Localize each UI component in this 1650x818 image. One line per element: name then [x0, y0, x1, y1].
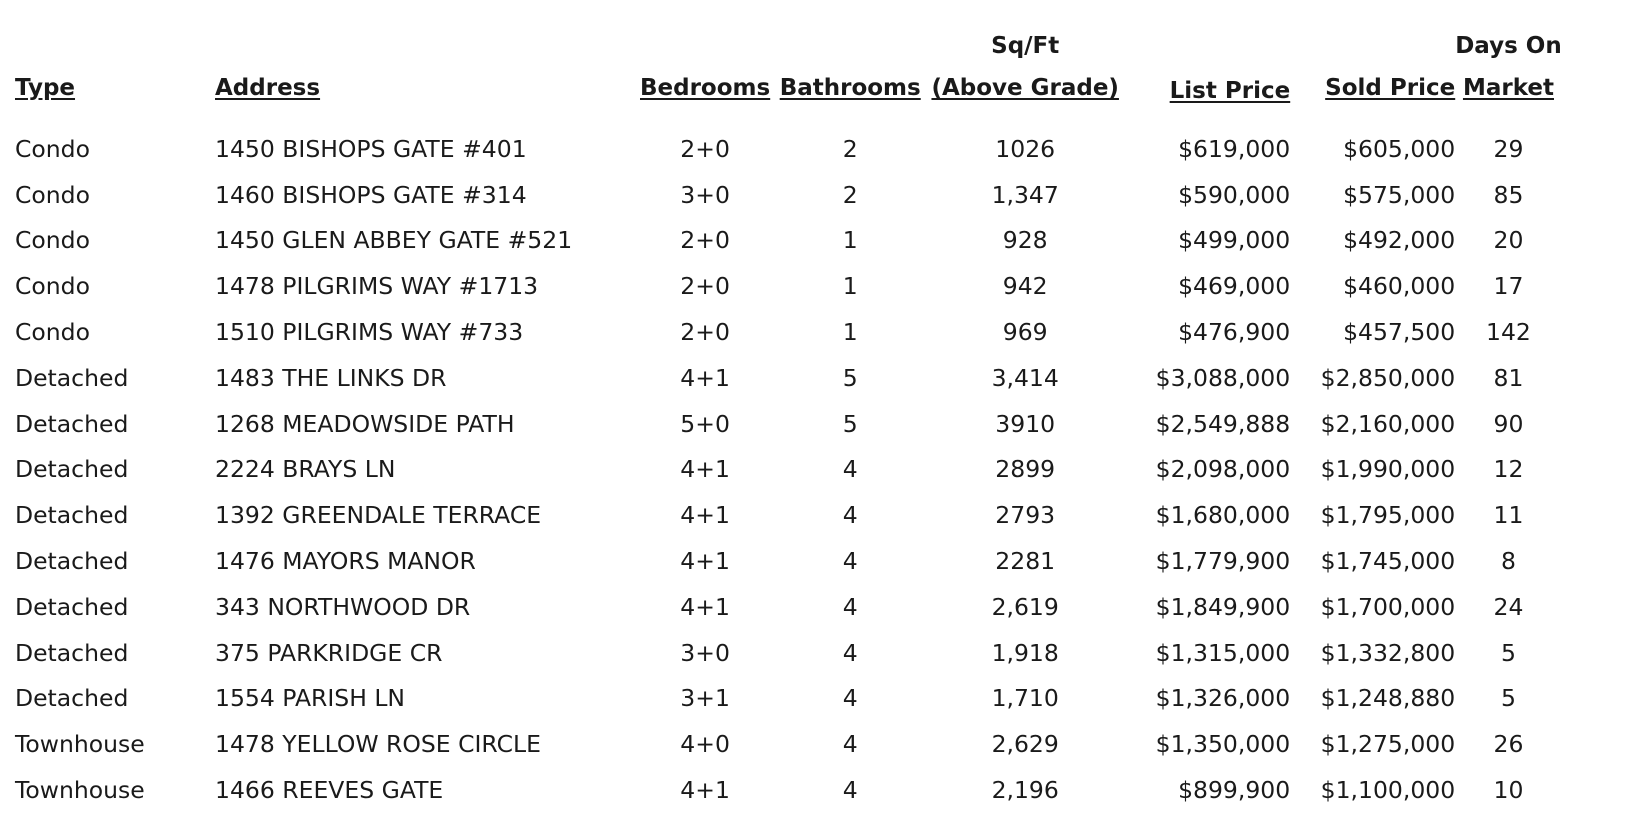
cell-days-on-market: 11 — [1493, 501, 1524, 530]
table-row — [15, 584, 1562, 630]
table-row — [15, 218, 1562, 264]
cell-address: 2224 BRAYS LN — [215, 455, 396, 484]
cell-bedrooms: 4+1 — [680, 547, 730, 576]
cell-address: 1392 GREENDALE TERRACE — [215, 501, 542, 530]
cell-sold-price: $575,000 — [1343, 180, 1456, 209]
cell-list-price: $1,326,000 — [1155, 684, 1291, 713]
table-body — [15, 126, 1562, 813]
cell-sqft: 2,196 — [991, 776, 1059, 805]
cell-list-price: $469,000 — [1178, 272, 1291, 301]
cell-list-price: $1,680,000 — [1155, 501, 1291, 530]
header-days-on-market — [1455, 20, 1562, 126]
cell-days-on-market: 5 — [1500, 684, 1516, 713]
cell-bedrooms: 3+0 — [680, 638, 730, 667]
header-bathrooms — [770, 20, 930, 126]
table-row — [15, 447, 1562, 493]
cell-sold-price: $1,332,800 — [1320, 638, 1456, 667]
cell-type: Detached — [15, 501, 129, 530]
cell-days-on-market: 20 — [1493, 226, 1524, 255]
cell-address: 1510 PILGRIMS WAY #733 — [215, 318, 524, 347]
cell-list-price: $3,088,000 — [1155, 363, 1291, 392]
cell-list-price: $899,900 — [1178, 776, 1291, 805]
header-bathrooms-label: Bathrooms — [779, 75, 921, 101]
cell-list-price: $2,549,888 — [1155, 409, 1291, 438]
cell-bathrooms: 4 — [842, 684, 858, 713]
cell-type: Condo — [15, 134, 90, 163]
cell-type: Townhouse — [15, 730, 145, 759]
cell-bedrooms: 4+1 — [680, 592, 730, 621]
cell-sqft: 3,414 — [991, 363, 1059, 392]
cell-bathrooms: 1 — [842, 226, 858, 255]
cell-list-price: $499,000 — [1178, 226, 1291, 255]
cell-type: Detached — [15, 409, 129, 438]
cell-bedrooms: 2+0 — [680, 226, 730, 255]
cell-sqft: 1,347 — [991, 180, 1059, 209]
cell-address: 1483 THE LINKS DR — [215, 363, 447, 392]
cell-days-on-market: 12 — [1493, 455, 1524, 484]
cell-days-on-market: 85 — [1493, 180, 1524, 209]
cell-sold-price: $1,700,000 — [1320, 592, 1456, 621]
header-dom-bottom: Market — [1462, 75, 1554, 101]
cell-bedrooms: 3+1 — [680, 684, 730, 713]
header-bedrooms-label: Bedrooms — [640, 75, 771, 101]
cell-bedrooms: 2+0 — [680, 318, 730, 347]
cell-type: Condo — [15, 226, 90, 255]
cell-address: 1466 REEVES GATE — [215, 776, 444, 805]
cell-days-on-market: 81 — [1493, 363, 1524, 392]
cell-list-price: $2,098,000 — [1155, 455, 1291, 484]
cell-days-on-market: 142 — [1486, 318, 1531, 347]
cell-address: 343 NORTHWOOD DR — [215, 592, 471, 621]
cell-days-on-market: 8 — [1500, 547, 1516, 576]
cell-days-on-market: 26 — [1493, 730, 1524, 759]
cell-sqft: 3910 — [995, 409, 1056, 438]
cell-sold-price: $1,795,000 — [1320, 501, 1456, 530]
cell-type: Detached — [15, 363, 129, 392]
cell-bathrooms: 1 — [842, 318, 858, 347]
cell-bedrooms: 2+0 — [680, 272, 730, 301]
header-sold-price-label: Sold Price — [1325, 75, 1456, 101]
table-row — [15, 676, 1562, 722]
cell-sold-price: $1,248,880 — [1320, 684, 1456, 713]
cell-sqft: 2281 — [995, 547, 1056, 576]
cell-bathrooms: 4 — [842, 776, 858, 805]
table-row — [15, 538, 1562, 584]
cell-days-on-market: 24 — [1493, 592, 1524, 621]
cell-sold-price: $1,275,000 — [1320, 730, 1456, 759]
cell-sold-price: $457,500 — [1343, 318, 1456, 347]
cell-bathrooms: 4 — [842, 501, 858, 530]
cell-days-on-market: 5 — [1500, 638, 1516, 667]
cell-bathrooms: 5 — [842, 363, 858, 392]
cell-bathrooms: 4 — [842, 547, 858, 576]
cell-type: Townhouse — [15, 776, 145, 805]
cell-sold-price: $1,745,000 — [1320, 547, 1456, 576]
cell-list-price: $476,900 — [1178, 318, 1291, 347]
table-row — [15, 767, 1562, 813]
table-row — [15, 401, 1562, 447]
table-row — [15, 263, 1562, 309]
cell-bedrooms: 3+0 — [680, 180, 730, 209]
cell-address: 1476 MAYORS MANOR — [215, 547, 476, 576]
table-row — [15, 172, 1562, 218]
cell-bedrooms: 2+0 — [680, 134, 730, 163]
cell-bedrooms: 4+1 — [680, 501, 730, 530]
cell-bathrooms: 2 — [842, 180, 858, 209]
cell-bedrooms: 4+0 — [680, 730, 730, 759]
cell-type: Condo — [15, 318, 90, 347]
cell-address: 1460 BISHOPS GATE #314 — [215, 180, 527, 209]
header-list-price-label: List Price — [1169, 78, 1291, 104]
cell-address: 1268 MEADOWSIDE PATH — [215, 409, 515, 438]
cell-bathrooms: 2 — [842, 134, 858, 163]
cell-list-price: $590,000 — [1178, 180, 1291, 209]
cell-days-on-market: 10 — [1493, 776, 1524, 805]
table-row — [15, 721, 1562, 767]
cell-sqft: 2,619 — [991, 592, 1059, 621]
header-sqft — [930, 20, 1120, 126]
cell-address: 1450 BISHOPS GATE #401 — [215, 134, 527, 163]
header-address — [215, 20, 640, 126]
header-bedrooms — [640, 20, 770, 126]
header-sold-price — [1290, 20, 1455, 126]
header-type-label: Type — [15, 75, 76, 101]
cell-days-on-market: 17 — [1493, 272, 1524, 301]
cell-sold-price: $605,000 — [1343, 134, 1456, 163]
cell-list-price: $1,779,900 — [1155, 547, 1291, 576]
cell-sold-price: $2,160,000 — [1320, 409, 1456, 438]
cell-type: Detached — [15, 638, 129, 667]
header-dom-top: Days On — [1455, 33, 1562, 59]
table-header — [15, 20, 1562, 126]
cell-sqft: 1026 — [995, 134, 1056, 163]
cell-bedrooms: 5+0 — [680, 409, 730, 438]
header-sqft-bottom: (Above Grade) — [931, 75, 1119, 101]
cell-type: Detached — [15, 455, 129, 484]
cell-bathrooms: 5 — [842, 409, 858, 438]
cell-sold-price: $1,100,000 — [1320, 776, 1456, 805]
cell-sqft: 2899 — [995, 455, 1056, 484]
cell-address: 1478 YELLOW ROSE CIRCLE — [215, 730, 541, 759]
cell-type: Condo — [15, 272, 90, 301]
cell-sqft: 928 — [1002, 226, 1048, 255]
cell-sqft: 1,918 — [991, 638, 1059, 667]
header-row — [15, 20, 1562, 126]
cell-sold-price: $492,000 — [1343, 226, 1456, 255]
header-address-label: Address — [215, 75, 321, 101]
cell-sqft: 942 — [1002, 272, 1048, 301]
cell-address: 1450 GLEN ABBEY GATE #521 — [215, 226, 573, 255]
cell-list-price: $1,849,900 — [1155, 592, 1291, 621]
table-row — [15, 630, 1562, 676]
cell-type: Detached — [15, 547, 129, 576]
cell-address: 1554 PARISH LN — [215, 684, 406, 713]
header-sqft-top: Sq/Ft — [991, 33, 1060, 59]
cell-bedrooms: 4+1 — [680, 776, 730, 805]
table-row — [15, 126, 1562, 172]
cell-sqft: 1,710 — [991, 684, 1059, 713]
cell-list-price: $619,000 — [1178, 134, 1291, 163]
cell-address: 375 PARKRIDGE CR — [215, 638, 443, 667]
cell-type: Condo — [15, 180, 90, 209]
cell-bedrooms: 4+1 — [680, 455, 730, 484]
cell-type: Detached — [15, 592, 129, 621]
cell-bathrooms: 4 — [842, 455, 858, 484]
cell-days-on-market: 29 — [1493, 134, 1524, 163]
cell-sqft: 2,629 — [991, 730, 1059, 759]
cell-sqft: 2793 — [995, 501, 1056, 530]
cell-bathrooms: 4 — [842, 730, 858, 759]
cell-days-on-market: 90 — [1493, 409, 1524, 438]
cell-bedrooms: 4+1 — [680, 363, 730, 392]
table-row — [15, 492, 1562, 538]
cell-address: 1478 PILGRIMS WAY #1713 — [215, 272, 539, 301]
cell-type: Detached — [15, 684, 129, 713]
cell-list-price: $1,350,000 — [1155, 730, 1291, 759]
header-type — [15, 20, 215, 126]
cell-sold-price: $460,000 — [1343, 272, 1456, 301]
table-row — [15, 355, 1562, 401]
cell-list-price: $1,315,000 — [1155, 638, 1291, 667]
sold-listings-table — [15, 20, 1562, 813]
cell-sqft: 969 — [1002, 318, 1048, 347]
cell-sold-price: $2,850,000 — [1320, 363, 1456, 392]
table-row — [15, 309, 1562, 355]
header-list-price — [1120, 20, 1290, 126]
cell-sold-price: $1,990,000 — [1320, 455, 1456, 484]
cell-bathrooms: 4 — [842, 638, 858, 667]
cell-bathrooms: 4 — [842, 592, 858, 621]
cell-bathrooms: 1 — [842, 272, 858, 301]
